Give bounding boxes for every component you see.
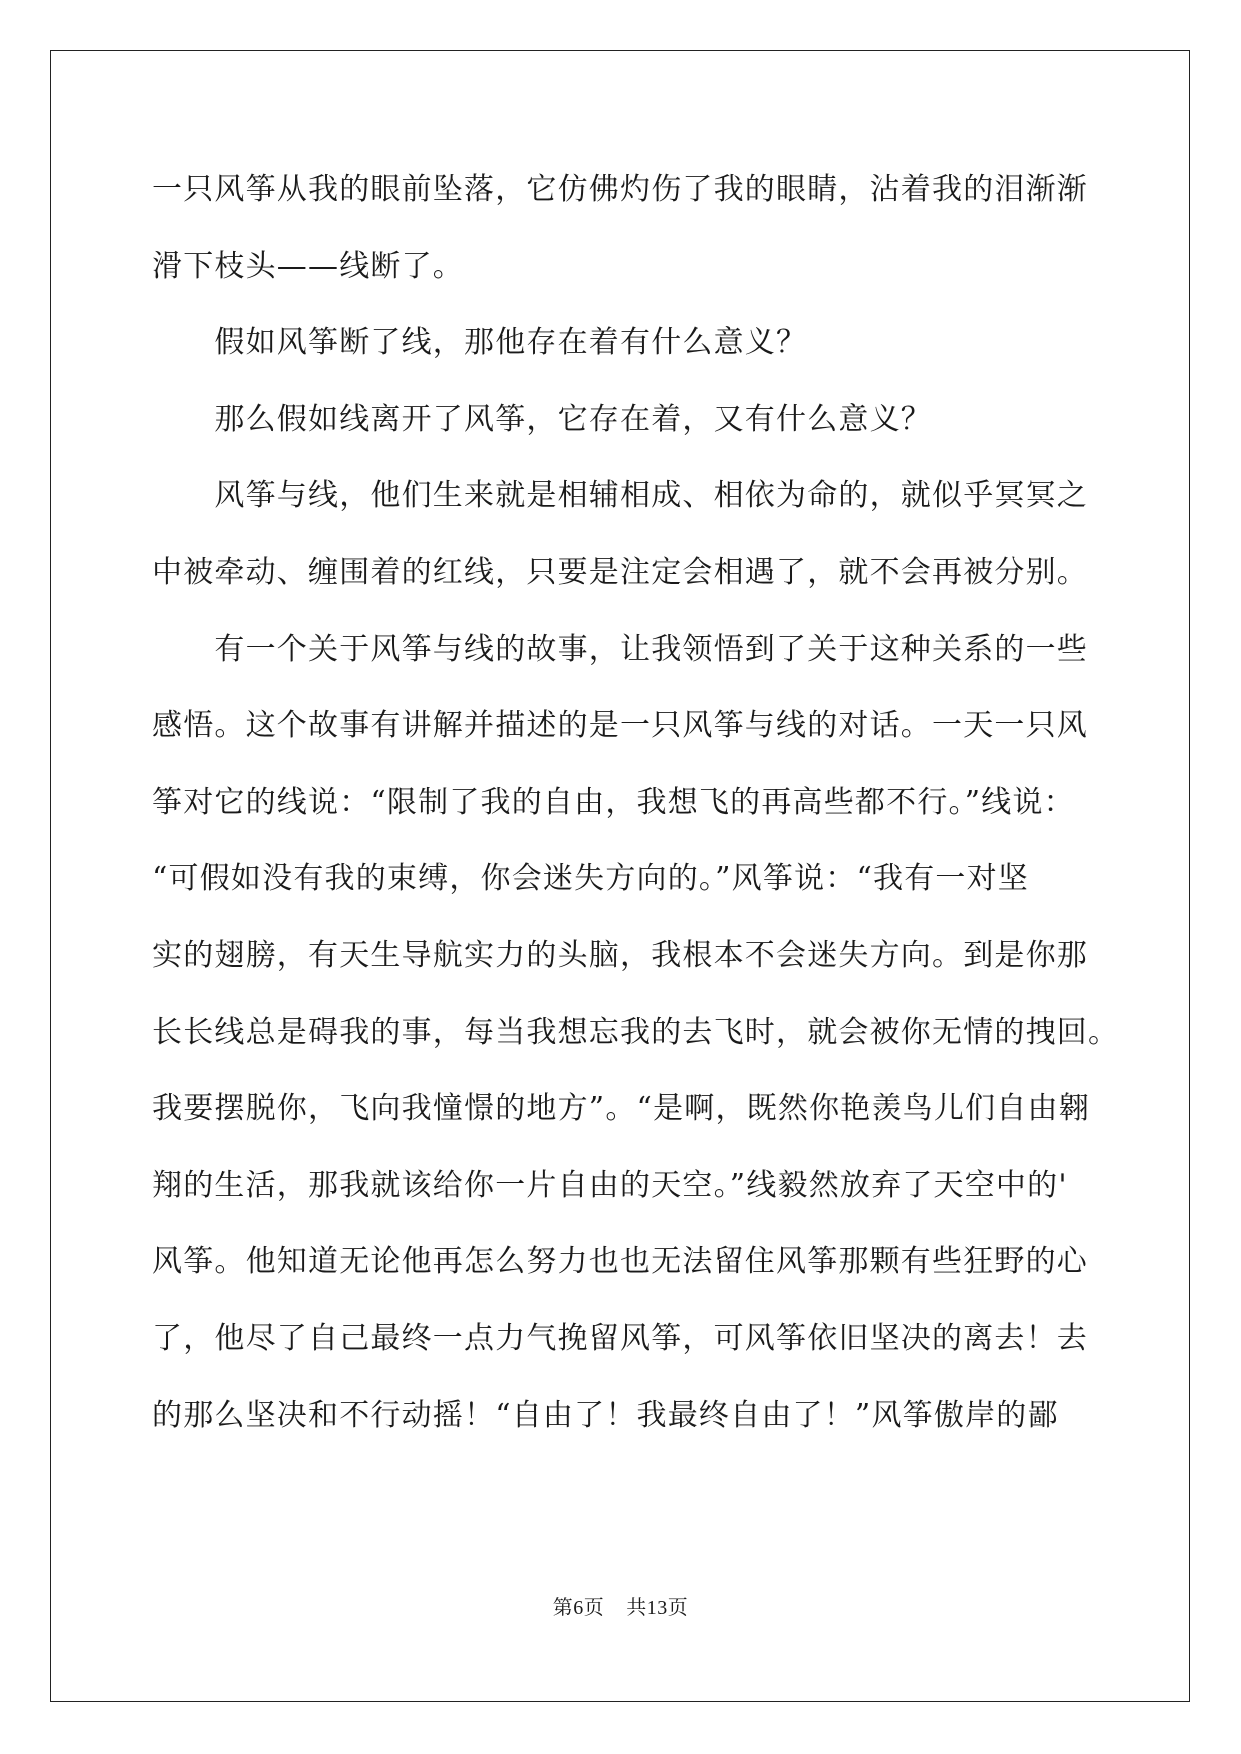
text-line: 中被牵动、缠围着的红线，只要是注定会相遇了，就不会再被分别。 (152, 554, 1088, 590)
text-line: 我要摆脱你，飞向我憧憬的地方”。“是啊，既然你艳羡鸟儿们自由翱 (152, 1091, 1090, 1127)
text-line: 实的翅膀，有天生导航实力的头脑，我根本不会迷失方向。到是你那 (152, 937, 1088, 973)
text-line: 翔的生活，那我就该给你一片自由的天空。”线毅然放弃了天空中的' (152, 1167, 1068, 1203)
page-number: 第6页 (552, 1595, 605, 1619)
text-line: 一只风筝从我的眼前坠落，它仿佛灼伤了我的眼睛，沾着我的泪渐渐 (152, 172, 1088, 207)
text-line: 的那么坚决和不行动摇！“自由了！我最终自由了！”风筝傲岸的鄙 (152, 1397, 1059, 1433)
text-line: 筝对它的线说：“限制了我的自由，我想飞的再高些都不行。”线说： (152, 784, 1075, 820)
text-line: 假如风筝断了线，那他存在着有什么意义？ (152, 325, 808, 361)
text-line: 风筝与线，他们生来就是相辅相成、相依为命的，就似乎冥冥之 (152, 478, 1088, 514)
text-line: 了，他尽了自己最终一点力气挽留风筝，可风筝依旧坚决的离去！去 (152, 1320, 1088, 1356)
total-pages: 共13页 (626, 1595, 689, 1619)
text-line: 风筝。他知道无论他再怎么努力也也无法留住风筝那颗有些狂野的心 (152, 1244, 1088, 1280)
text-line: 滑下枝头——线断了。 (152, 248, 464, 284)
text-line: 那么假如线离开了风筝，它存在着，又有什么意义？ (152, 401, 932, 437)
text-line: 长长线总是碍我的事，每当我想忘我的去飞时，就会被你无情的拽回。 (152, 1014, 1120, 1050)
page-footer (0, 1591, 1241, 1620)
text-line: 感悟。这个故事有讲解并描述的是一只风筝与线的对话。一天一只风 (152, 708, 1088, 744)
text-line: 有一个关于风筝与线的故事，让我领悟到了关于这种关系的一些 (152, 631, 1088, 667)
document-body (152, 160, 1120, 1462)
text-line: “可假如没有我的束缚，你会迷失方向的。”风筝说：“我有一对坚 (152, 861, 1030, 897)
